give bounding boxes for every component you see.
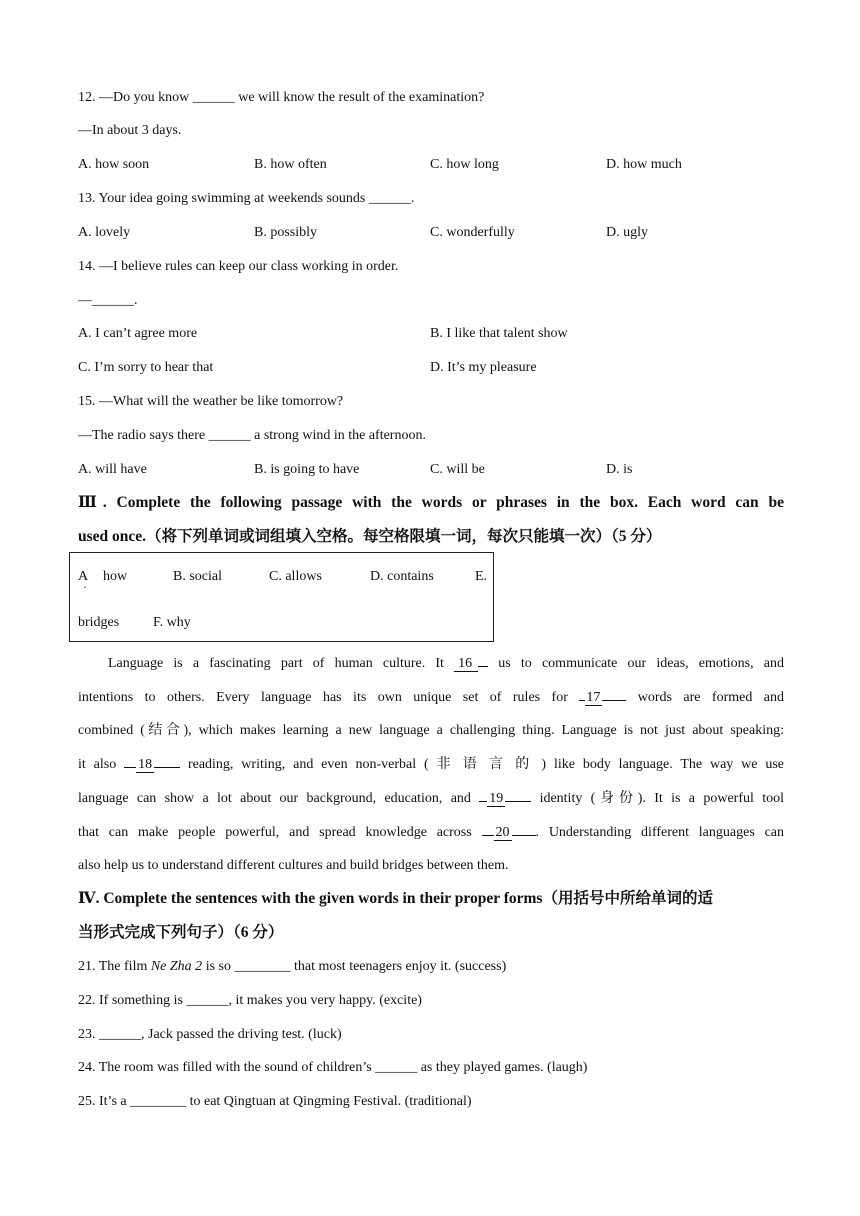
blank-18: 18 [138,757,153,772]
q14-option-d: D. It’s my pleasure [430,360,537,375]
passage-line-4: it also 18 reading, writing, and even non-verbal ( 非 语 言 的 ) like body language. The way we use [78,754,784,775]
word-box-f: F. why [153,615,191,630]
passage-line-6: that can make people powerful, and spread knowledge across 20 . Understanding different languages can [78,822,784,843]
passage-line-2: intentions to others. Every language has its own unique set of rules for 17 words are formed and [78,687,784,708]
blank-20: 20 [495,825,510,840]
passage-line-3: combined (结合), which makes learning a new language a challenging thing. Language is not just about speaking: [78,723,784,738]
section4-heading-line2: 当形式完成下列句子）（6 分） [78,924,284,941]
word-box-b: B. social [173,569,222,584]
q12-option-c: C. how long [430,157,499,172]
q12-reply: —In about 3 days. [78,123,182,138]
q23: 23. ______, Jack passed the driving test. (luck) [78,1027,342,1042]
q15-option-c: C. will be [430,462,485,477]
word-box-d: D. contains [370,569,434,584]
q12-stem: 12. —Do you know ______ we will know the result of the examination? [78,90,485,105]
word-box-a-dot: · [83,580,87,594]
q14-option-c: C. I’m sorry to hear that [78,360,214,375]
word-box-e-letter: E. [475,569,488,584]
q14-stem: 14. —I believe rules can keep our class working in order. [78,259,399,274]
blank-16: 16 [454,656,478,672]
q15-option-b: B. is going to have [254,462,360,477]
passage-line-7: also help us to understand different cultures and build bridges between them. [78,858,509,873]
blank-19: 19 [489,791,504,806]
q14-reply: —______. [78,293,138,308]
blank-17: 17 [586,690,601,705]
section4-heading-line1: Ⅳ. Complete the sentences with the given words in their proper forms（用括号中所给单词的适 [78,890,713,907]
q12-option-b: B. how often [254,157,327,172]
q12-option-d: D. how much [606,157,682,172]
q13-stem: 13. Your idea going swimming at weekends sounds ______. [78,191,415,206]
word-box-a-word: how [103,569,128,584]
q15-reply: —The radio says there ______ a strong wind in the afternoon. [78,428,426,443]
passage-line-5: language can show a lot about our background, education, and 19 identity (身份). It is a powerful tool [78,788,784,809]
word-box-e-word: bridges [78,615,120,630]
q15-option-d: D. is [606,462,633,477]
q24: 24. The room was filled with the sound of children’s ______ as they played games. (laugh) [78,1060,588,1075]
q12-option-a: A. how soon [78,157,150,172]
q21: 21. The film Ne Zha 2 is so ________ that most teenagers enjoy it. (success) [78,959,507,974]
passage-line-1: Language is a fascinating part of human culture. It 16 us to communicate our ideas, emotions, and [78,653,784,674]
word-box-a-letter: A [78,569,89,584]
q25: 25. It’s a ________ to eat Qingtuan at Qingming Festival. (traditional) [78,1094,472,1109]
q13-option-b: B. possibly [254,225,318,240]
word-box [69,552,494,642]
section3-heading-line1: Ⅲ. Complete the following passage with the words or phrases in the box. Each word can be [78,494,784,511]
q13-option-c: C. wonderfully [430,225,515,240]
q14-option-a: A. I can’t agree more [78,326,198,341]
q15-option-a: A. will have [78,462,147,477]
q21-film-title: Ne Zha 2 [150,959,203,974]
q13-option-d: D. ugly [606,225,648,240]
q14-option-b: B. I like that talent show [430,326,568,341]
q13-option-a: A. lovely [78,225,131,240]
word-box-c: C. allows [269,569,322,584]
q22: 22. If something is ______, it makes you very happy. (excite) [78,993,422,1008]
q15-stem: 15. —What will the weather be like tomorrow? [78,394,344,409]
section3-heading-line2: used once.（将下列单词或词组填入空格。每空格限填一词，每次只能填一次）（5 分） [78,528,662,545]
